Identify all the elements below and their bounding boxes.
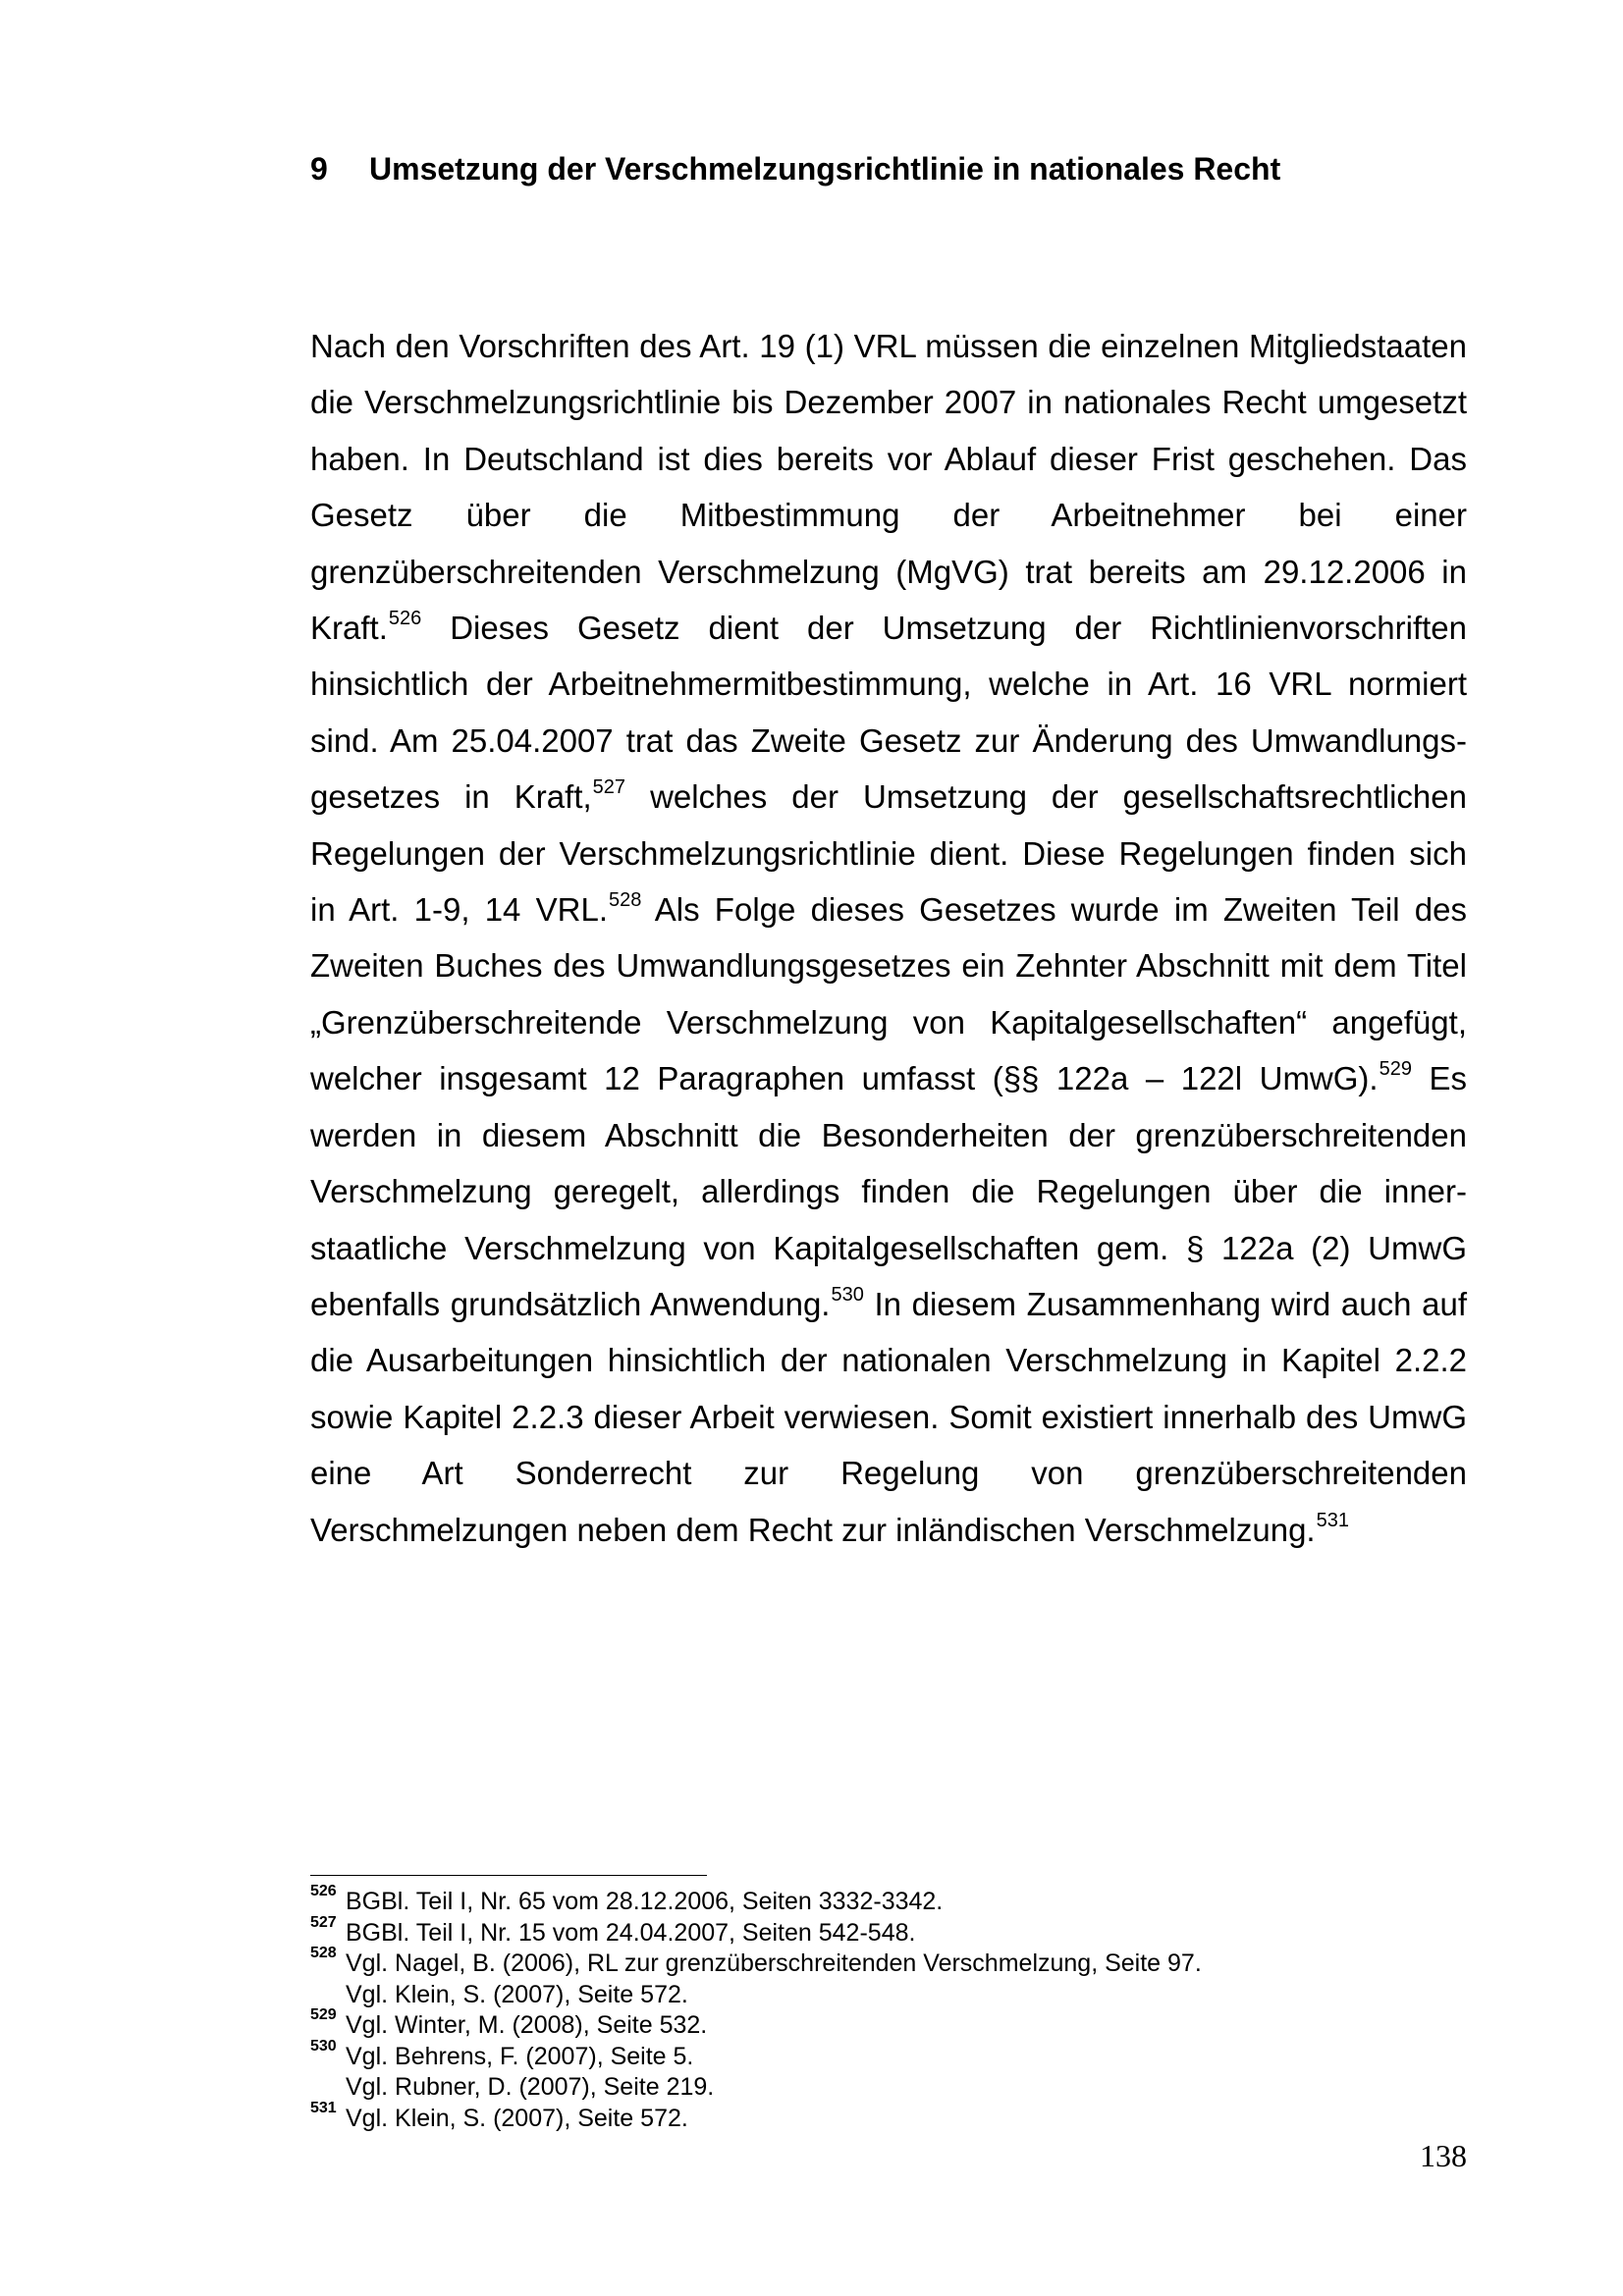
- footnote-number: 528: [310, 1945, 337, 1961]
- chapter-heading: [310, 151, 1280, 187]
- footnote-number: 531: [310, 2099, 337, 2116]
- footnote-number: 526: [310, 1883, 337, 1899]
- footnote-number: 530: [310, 2037, 337, 2055]
- body-segment: Als Folge dieses Gesetzes wurde im Zweiten Teil des Zweiten Buches des Umwandlungsgesetzes ein Zehnter Abschnitt mit dem Titel „Grenzüberschreitende Verschmelzung von Kapitalgesellschaften“ angefügt, welcher insgesamt 12 Paragraphen umfasst (§§ 122a – 122l UmwG).: [310, 891, 1467, 1097]
- footnote-line: Vgl. Winter, M. (2008), Seite 532.: [346, 2011, 708, 2039]
- footnote-line: BGBl. Teil I, Nr. 65 vom 28.12.2006, Seiten 3332-3342.: [346, 1888, 944, 1915]
- footnote-ref[interactable]: 528: [608, 889, 642, 912]
- main-text: [310, 318, 1467, 1558]
- chapter-number: 9: [310, 151, 328, 187]
- page-number: 138: [1420, 2138, 1467, 2173]
- footnote-line: Vgl. Behrens, F. (2007), Seite 5.: [346, 2042, 694, 2070]
- footnote-number: 527: [310, 1913, 337, 1931]
- footnote-529: [310, 2006, 1469, 2042]
- footnote-ref[interactable]: 529: [1379, 1058, 1412, 1081]
- footnote-530: [310, 2037, 1469, 2104]
- footnote-ref[interactable]: 527: [592, 776, 626, 799]
- footnote-526: [310, 1883, 1469, 1918]
- footnote-ref[interactable]: 530: [831, 1283, 864, 1306]
- body-segment: In diesem Zusammenhang wird auch auf die Ausarbeitungen hinsichtlich der nationalen Verschmelzung in Kapitel 2.2.2 sowie Kapitel 2.2.3 dieser Arbeit verwiesen. Somit existiert innerhalb des UmwG eine Art Sonderrecht zur Regelung von grenzüberschreitenden Verschmelzungen neben dem Recht zur inländischen Verschmelzung.: [310, 1285, 1467, 1548]
- footnote-separator: [310, 1875, 707, 1876]
- footnote-number: 529: [310, 2006, 337, 2023]
- footnote-line: Vgl. Klein, S. (2007), Seite 572.: [346, 2104, 688, 2132]
- body-paragraph: [310, 318, 1467, 1558]
- footnote-ref[interactable]: 526: [388, 608, 422, 630]
- chapter-title: Umsetzung der Verschmelzungsrichtlinie in nationales Recht: [369, 151, 1281, 187]
- footnote-527: [310, 1913, 1469, 1949]
- footnote-531: [310, 2099, 1469, 2135]
- body-segment: welches der Umsetzung der gesellschaftsrechtlichen Regelungen der Verschmelzungsrichtlinie dient. Diese Regelungen finden sich in Art. 1-9, 14 VRL.: [310, 778, 1467, 929]
- footnotes: [310, 1883, 1469, 2134]
- body-segment: Nach den Vorschriften des Art. 19 (1) VRL müssen die einzelnen Mitgliedstaaten die Verschmelzungsrichtlinie bis Dezember 2007 in nationales Recht umgesetzt haben. In Deutschland ist dies bereits vor Ablauf dieser Frist geschehen. Das Gesetz über die Mitbestimmung der Arbeitnehmer bei einer grenzüberschreitenden Verschmelzung (MgVG) trat bereits am 29.12.2006 in Kraft.: [310, 328, 1467, 647]
- footnote-ref[interactable]: 531: [1316, 1509, 1349, 1531]
- body-segment: Es werden in diesem Abschnitt die Besonderheiten der grenzüberschreitenden Verschmelzung geregelt, allerdings finden die Regelungen über die inner-staatliche Verschmelzung von Kapitalgesellschaften gem. § 122a (2) UmwG ebenfalls grundsätzlich Anwendung.: [310, 1060, 1467, 1322]
- footnote-line: Vgl. Rubner, D. (2007), Seite 219.: [346, 2073, 715, 2101]
- body-segment: Dieses Gesetz dient der Umsetzung der Richtlinienvorschriften hinsichtlich der Arbeitnehmermitbestimmung, welche in Art. 16 VRL normiert sind. Am 25.04.2007 trat das Zweite Gesetz zur Änderung des Umwandlungs-gesetzes in Kraft,: [310, 610, 1467, 816]
- footnote-line: BGBl. Teil I, Nr. 15 vom 24.04.2007, Seiten 542-548.: [346, 1918, 916, 1947]
- footnote-528: [310, 1945, 1469, 2010]
- footnote-line: Vgl. Klein, S. (2007), Seite 572.: [346, 1980, 688, 2008]
- footnote-line: Vgl. Nagel, B. (2006), RL zur grenzüberschreitenden Verschmelzung, Seite 97.: [346, 1949, 1202, 1977]
